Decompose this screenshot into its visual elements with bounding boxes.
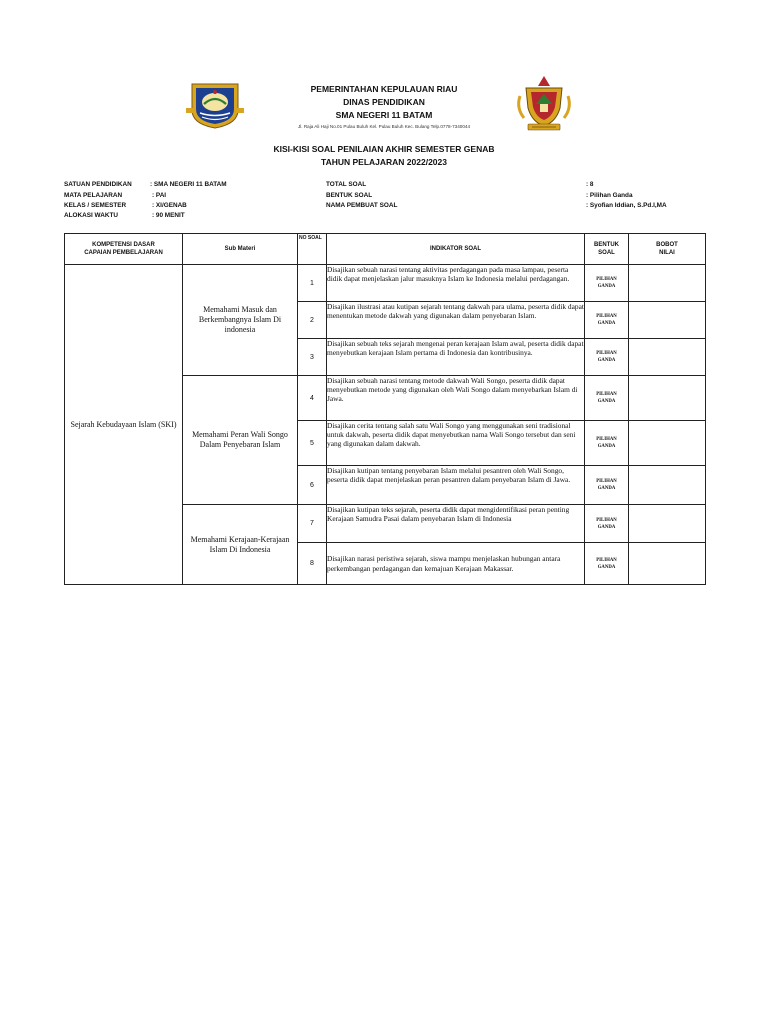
kompetensi-dasar-cell: Sejarah Kebudayaan Islam (SKI)	[65, 265, 183, 585]
indikator-cell: Disajikan sebuah teks sejarah mengenai peran kerajaan Islam awal, peserta didik dapat menyebutkan kerajaan Islam pertama di Indonesia dan kontribusinya.	[327, 339, 585, 376]
no-soal-cell: 3	[298, 339, 327, 376]
header-bentuk-line1: BENTUK	[594, 242, 619, 248]
bentuk-soal-cell	[585, 265, 629, 302]
department-name: DINAS PENDIDIKAN	[343, 97, 425, 107]
info-value-alokasi: : 90 MENIT	[152, 212, 185, 219]
header-indikator-soal: INDIKATOR SOAL	[327, 234, 585, 265]
info-label-total: TOTAL SOAL	[326, 181, 367, 188]
bentuk-soal-cell	[585, 339, 629, 376]
bobot-nilai-cell	[629, 466, 706, 505]
sub-materi-cell: Memahami Masuk dan Berkembangnya Islam Di indonesia	[183, 265, 298, 376]
header-sub-materi: Sub Materi	[183, 234, 298, 265]
no-soal-cell: 8	[298, 543, 327, 585]
info-value-total: : 8	[586, 181, 594, 188]
indikator-cell: Disajikan narasi peristiwa sejarah, siswa mampu menjelaskan hubungan antara perkembangan perdagangan dan kemajuan Kerajaan Makassar.	[327, 543, 585, 585]
bentuk-soal-cell	[585, 376, 629, 421]
bentuk-line1: PILIHAN	[596, 557, 617, 563]
info-value-pembuat: : Syofian Iddian, S.Pd.I,MA	[586, 202, 667, 209]
info-label-mapel: MATA PELAJARAN	[64, 192, 123, 199]
bentuk-line1: PILIHAN	[596, 314, 617, 319]
bentuk-line2: GANDA	[597, 358, 616, 363]
info-label-pembuat: NAMA PEMBUAT SOAL	[326, 202, 398, 209]
no-soal-cell: 7	[298, 505, 327, 543]
header-bentuk-soal	[585, 234, 629, 265]
bobot-nilai-cell	[629, 265, 706, 302]
school-address: Jl. Raja Ali Haji No.01 Pulau Buluh Kel. Pulau Buluh Kec. Bulang Telp.0778-7340044	[297, 124, 471, 129]
indikator-cell: Disajikan ilustrasi atau kutipan sejarah tentang dakwah para ulama, peserta didik dapat menentukan metode dakwah yang digunakan dalam penyebaran Islam.	[327, 302, 585, 339]
bentuk-line2: GANDA	[597, 486, 616, 491]
bentuk-soal-cell	[585, 302, 629, 339]
bentuk-soal-cell	[585, 421, 629, 466]
info-value-bentuk: : Pilihan Ganda	[586, 192, 633, 199]
bentuk-line2: GANDA	[597, 444, 616, 449]
sub-materi-cell: Memahami Peran Wali Songo Dalam Penyebaran Islam	[183, 376, 298, 505]
no-soal-cell: 1	[298, 265, 327, 302]
indikator-cell: Disajikan cerita tentang salah satu Wali Songo yang menggunakan seni tradisional untuk dakwah, peserta didik dapat menyebutkan nama Wali Songo tersebut dan seni yang digunakan dalam dakwah.	[327, 421, 585, 466]
bentuk-line2: GANDA	[597, 399, 616, 404]
no-soal-cell: 5	[298, 421, 327, 466]
bentuk-soal-cell	[585, 505, 629, 543]
bentuk-soal-cell	[585, 543, 629, 585]
info-label-satuan: SATUAN PENDIDIKAN	[64, 181, 132, 188]
info-value-kelas: : XI/GENAB	[152, 202, 187, 209]
header-bobot-nilai	[629, 234, 706, 265]
info-label-kelas: KELAS / SEMESTER	[64, 202, 127, 209]
table-row	[65, 265, 706, 302]
bentuk-line2: GANDA	[597, 564, 616, 570]
info-label-bentuk: BENTUK SOAL	[326, 192, 373, 199]
bentuk-line2: GANDA	[597, 284, 616, 289]
bobot-nilai-cell	[629, 505, 706, 543]
academic-year: TAHUN PELAJARAN 2022/2023	[321, 157, 447, 167]
info-value-mapel: : PAI	[152, 192, 167, 199]
bentuk-soal-cell	[585, 466, 629, 505]
sub-materi-cell: Memahami Kerajaan-Kerajaan Islam Di Indonesia	[183, 505, 298, 585]
header-kd-line2: CAPAIAN PEMBELAJARAN	[84, 250, 163, 256]
government-name: PEMERINTAHAN KEPULAUAN RIAU	[310, 84, 458, 94]
bentuk-line2: GANDA	[597, 321, 616, 326]
header-kompetensi-dasar	[65, 234, 183, 265]
bobot-nilai-cell	[629, 376, 706, 421]
header-bobot-line2: NILAI	[659, 250, 675, 256]
header-kd-line1: KOMPETENSI DASAR	[92, 242, 155, 248]
header-no-soal: NO SOAL	[298, 234, 327, 265]
kisi-kisi-table	[64, 233, 706, 585]
bobot-nilai-cell	[629, 543, 706, 585]
indikator-cell: Disajikan kutipan teks sejarah, peserta didik dapat mengidentifikasi peran penting Kerajaan Samudra Pasai dalam penyebaran Islam di Indonesia	[327, 505, 585, 543]
bentuk-line1: PILIHAN	[596, 517, 617, 523]
indikator-cell: Disajikan sebuah narasi tentang aktivitas perdagangan pada masa lampau, peserta didik dapat menjelaskan jalur masuknya Islam ke Indonesia melalui perdagangan.	[327, 265, 585, 302]
school-name: SMA NEGERI 11 BATAM	[335, 110, 433, 120]
bentuk-line1: PILIHAN	[596, 479, 617, 484]
bentuk-line2: GANDA	[597, 524, 616, 530]
bobot-nilai-cell	[629, 339, 706, 376]
bentuk-line1: PILIHAN	[596, 351, 617, 356]
table-header-row	[65, 234, 706, 265]
header-bobot-line1: BOBOT	[656, 242, 678, 248]
info-label-alokasi: ALOKASI WAKTU	[64, 212, 118, 219]
no-soal-cell: 6	[298, 466, 327, 505]
info-value-satuan: : SMA NEGERI 11 BATAM	[150, 181, 227, 188]
bobot-nilai-cell	[629, 302, 706, 339]
header-bentuk-line2: SOAL	[598, 250, 615, 256]
bentuk-line1: PILIHAN	[596, 277, 617, 282]
bobot-nilai-cell	[629, 421, 706, 466]
no-soal-cell: 2	[298, 302, 327, 339]
no-soal-cell: 4	[298, 376, 327, 421]
bentuk-line1: PILIHAN	[596, 392, 617, 397]
indikator-cell: Disajikan sebuah narasi tentang metode dakwah Wali Songo, peserta didik dapat menyebutkan metode yang digunakan oleh Wali Songo dalam menyebarkan Islam di Jawa.	[327, 376, 585, 421]
bentuk-line1: PILIHAN	[596, 437, 617, 442]
indikator-cell: Disajikan kutipan tentang penyebaran Islam melalui pesantren oleh Wali Songo, peserta didik dapat menjelaskan peran pesantren dalam penyebaran Islam di Jawa.	[327, 466, 585, 505]
document-title: KISI-KISI SOAL PENILAIAN AKHIR SEMESTER GENAB	[273, 144, 495, 154]
